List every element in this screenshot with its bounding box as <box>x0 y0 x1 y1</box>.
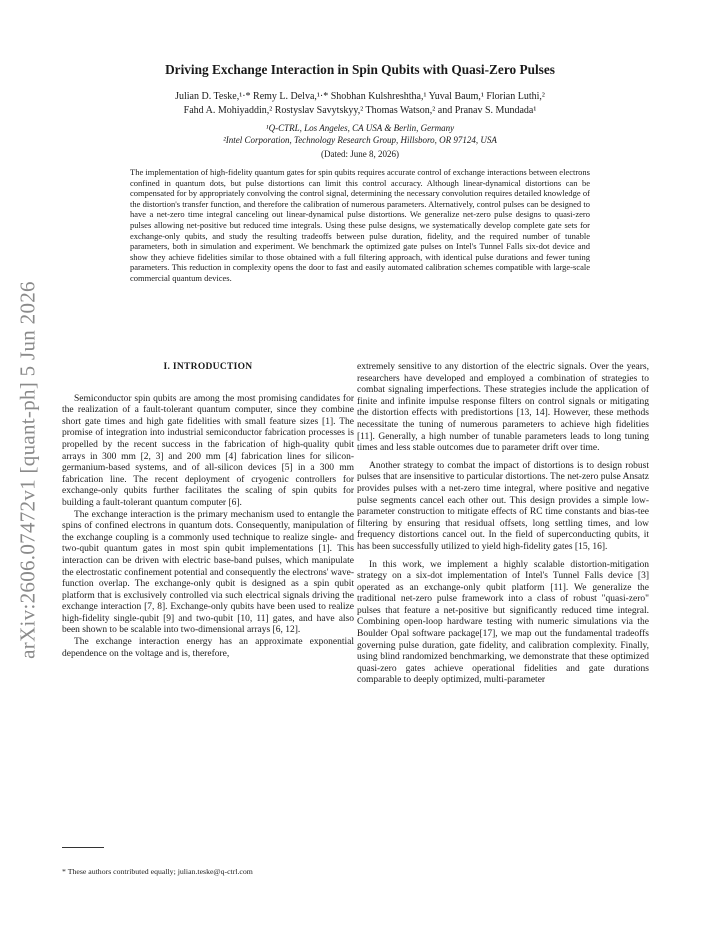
paragraph: In this work, we implement a highly scalable distortion-mitigation strategy on a six-dot implementation of Intel's Tunnel Falls device [3] operated as an exchange-only qubit platform [11]. We generalize the traditional net-zero pulse framework into a class of robust "quasi-zero" pulses that feature a net-positive but significantly reduced time integral. Combining open-loop hardware testing with numeric simulations via the Boulder Opal software package[17], we map out the fundamental tradeoffs governing pulse duration, gate fidelity, and calibration complexity. Finally, using blind randomized benchmarking, we demonstrate that these optimized quasi-zero gates achieve operational fidelities and gate durations comparable to deeply optimized, multi-parameter <box>357 559 649 686</box>
author-line-1: Julian D. Teske,¹·* Remy L. Delva,¹·* Shobhan Kulshreshtha,¹ Yuval Baum,¹ Florian Luthi,² <box>175 91 545 102</box>
date-line: (Dated: June 8, 2026) <box>321 149 399 159</box>
paragraph: Semiconductor spin qubits are among the most promising candidates for the realization of a fault-tolerant quantum computer, since they combine short gate times and high gate fidelities with small feature sizes [1]. The promise of integration into industrial semiconductor fabrication processes is propelled by the recent success in the fabrication of high-quality qubit arrays in 300 mm [2, 3] and 200 mm [4] fabrication lines for silicon-germanium-based systems, and of all-silicon devices [5] in a 300 mm fabrication line. The recent deployment of cryogenic controllers for exchange-only qubits further facilitates the scaling of spin qubits for building a fault-tolerant quantum computer [6]. <box>62 393 354 508</box>
affiliation-1: ¹Q-CTRL, Los Angeles, CA USA & Berlin, Germany <box>265 123 455 133</box>
author-line-2: Fahd A. Mohiyaddin,² Rostyslav Savytskyy,² Thomas Watson,² and Pranav S. Mundada¹ <box>183 105 537 116</box>
paper-title: Driving Exchange Interaction in Spin Qubits with Quasi-Zero Pulses <box>165 62 555 77</box>
paragraph: The exchange interaction is the primary mechanism used to entangle the spins of confined electrons in quantum dots. Consequently, manipulation of the exchange coupling is a commonly used technique to realize single- and two-qubit quantum gates in most spin qubit implementations [1]. This interaction can be driven with electric base-band pulses, which manipulate the electrostatic confinement potential and consequently the electrons' wave-function overlap. The exchange-only qubit is designed as a spin qubit platform that is exclusively controlled via such electrical signals driving the exchange interaction [7, 8]. Exchange-only qubits have been used to realize high-fidelity single-qubit [9] and two-qubit [10, 11] gates, and have also been shown to be scalable into two-dimensional arrays [6, 12]. <box>62 509 354 636</box>
abstract: The implementation of high-fidelity quantum gates for spin qubits requires accurate control of exchange interactions between electrons confined in quantum dots, but pulse distortions can limit this control accuracy. Although linear-dynamical distortions can be compensated for by appropriately convolving the control signal, determining the necessary convolution requires detailed knowledge of the distortion's transfer function, and therefore the calibration of numerous parameters. Alternatively, control pulses can be designed to have a net-zero time integral canceling out linear-dynamical pulse distortions. We generalize net-zero pulse designs to quasi-zero pulses allowing net-positive but reduced time integrals. Using these pulse designs, we systematically develop complete gate sets for exchange-only qubits, and study the resulting tradeoffs between pulse duration, fidelity, and the required number of tunable parameters, both in simulation and experiment. We benchmark the optimized gate pulses on Intel's Tunnel Falls six-dot device and show they achieve fidelities similar to those obtained with a full filtering approach, with identical pulse durations and fewer tuning parameters. This reduction in complexity opens the door to fast and easily automated calibration schemes compatible with large-scale commercial quantum devices. <box>130 167 590 283</box>
paragraph: The exchange interaction energy has an approximate exponential dependence on the voltage and is, therefore, <box>62 637 354 659</box>
right-column <box>357 362 649 892</box>
affiliations <box>60 122 660 146</box>
arxiv-identifier-text: arXiv:2606.07472v1 [quant-ph] 5 Jun 2026 <box>15 281 40 659</box>
paragraph: Another strategy to combat the impact of distortions is to design robust pulses that are insensitive to particular distortions. The net-zero pulse Ansatz provides pulses with a net-zero time integral, where positive and negative pulse segments cancel each other out. This design provides a simple low-parameter construction to mitigate effects of RC time constants and bias-tee filtering by ensuring that residual offsets, long settling times, and low frequency distortions cancel out. In the field of superconducting qubits, it has been successfully utilized to yield high-fidelity gates [15, 16]. <box>357 460 649 552</box>
author-list <box>60 90 660 118</box>
footnote: * These authors contributed equally; julian.teske@q-ctrl.com <box>62 867 253 876</box>
footnote-rule <box>62 847 104 848</box>
affiliation-2: ²Intel Corporation, Technology Research Group, Hillsboro, OR 97124, USA <box>223 135 497 145</box>
arxiv-identifier <box>8 270 48 670</box>
left-column <box>62 360 354 812</box>
section-heading: I. INTRODUCTION <box>163 362 253 372</box>
paragraph: extremely sensitive to any distortion of the electric signals. Over the years, researchers have developed and employed a combination of strategies to combat signaling imperfections. These strategies include the application of finite and infinite impulse response filters on control signals or mitigating the distortion effects with predistortions [13, 14]. However, these methods necessitate the tuning of numerous parameters to achieve high fidelities [11]. Generally, a high number of tunable parameters leads to long tuning times and less stable outcomes due to parameter drift over time. <box>357 362 649 454</box>
